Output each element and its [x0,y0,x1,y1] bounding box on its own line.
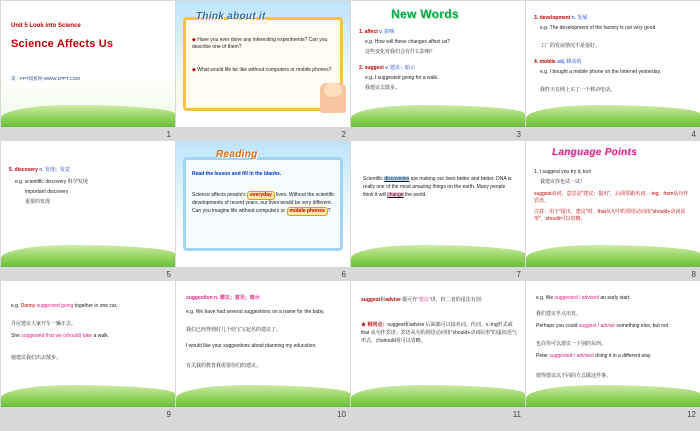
slide3-heading: New Words [391,7,459,21]
slide8-line-4: 注意：用于"提出，建议"时，that从句中的谓语动词用"should+动词原形"，should可以省略。 [534,209,686,222]
slide10-line-5: 有关我的教育我需要你们的建议。 [186,363,262,369]
slide-number-9: 9 [166,410,171,419]
slide-number-7: 7 [516,270,521,279]
slide2-question-1: ◆ Have you ever done any interesting experiments? Can you describe one of them? [192,37,328,50]
slide12-line-1: e.g. We suggested / advised an early start. [536,295,631,301]
slide-cell-11[interactable] [351,281,525,420]
slide4-entry-4-example: e.g. I bought a mobile phone on the Internet yesterday. [540,69,662,75]
slide-cell-2[interactable] [176,1,350,140]
slide-4[interactable] [526,1,700,127]
slide6-instruction: Read the lesson and fill in the blanks. [192,171,282,177]
slide4-entry-3: 3. development n. 发展 [534,15,588,21]
slide12-line-5: Peter suggested / advised doing it in a different way. [536,353,652,359]
slide-cell-1[interactable] [1,1,175,140]
slide12-line-2: 我们建议早点出发。 [536,311,582,317]
slide11-line-1: suggest和advise 都可作"建议"讲，但二者的用法有别： [361,297,486,303]
slide3-entry-1-example: e.g. How will these changes affect us? [365,39,450,45]
slide10-line-1: suggestion n. 建议；意见；暗示 [186,295,260,301]
slide5-translation: 重要的发现 [25,199,51,205]
slide-3[interactable] [351,1,525,127]
slide2-question-2: ◆ What would life be like without computers or mobile phones? [192,67,332,73]
slide-number-6: 6 [341,270,346,279]
slide-number-1: 1 [166,130,171,139]
slide-cell-8[interactable] [526,141,700,280]
slide-number-2: 2 [341,130,346,139]
slide3-entry-2-example: e.g. I suggested going for a walk. [365,75,439,81]
slide8-heading: Language Points [552,147,638,158]
slide-cell-3[interactable] [351,1,525,140]
slide12-line-3: Perhaps you could suggest / advise something else, but not [536,323,669,329]
slide4-entry-4-translation: 我昨天在网上买了一个移动电话。 [540,87,616,93]
slide10-line-2: e.g. We have had several suggestions on a name for the baby. [186,309,325,315]
slide3-entry-2: 2. suggest v. 建议；暗示 [359,65,416,71]
slide-cell-12[interactable] [526,281,700,420]
slide8-line-1: 1. I suggest you try it, too! [534,169,592,175]
slide3-entry-2-translation: 我建议去散步。 [365,85,401,91]
slide9-line-1: e.g. Danny suggested going together in one car. [11,303,118,309]
slide-2[interactable] [176,1,350,127]
slide6-paragraph: Science affects people's everyday lives. Without the scientific developments of recent years, our lives would be very different. Can you imagine life without computers or mobile phones ? [192,192,335,214]
slide6-heading: Reading [216,149,258,160]
slide5-example-1: e.g. scientific discovery 科学发现 [15,179,88,185]
slide-number-3: 3 [516,130,521,139]
slide-cell-5[interactable] [1,141,175,280]
slide-number-5: 5 [166,270,171,279]
slide-number-8: 8 [691,270,696,279]
slide-10[interactable] [176,281,350,407]
slide9-line-3: She suggested that we (should) take a walk. [11,333,110,339]
slide-cell-4[interactable] [526,1,700,140]
slide8-line-2: 我建议你也试一试！ [540,179,586,185]
slide11-line-2: ★ 相同点：suggest和advise 后面都可以接名词、代词、v.-ing形式或that 从句作宾语；宾语从句的谓语动词用"should+动词原形"的虚拟语气形式，而should常可以省略。 [361,322,517,344]
slide9-line-4: 她建议我们出去散步。 [11,355,62,361]
slide-cell-9[interactable] [1,281,175,420]
slide12-line-6: 彼得建议以不同的方式做这件事。 [536,373,612,379]
slide10-line-4: I would like your suggestions about planning my education. [186,343,317,349]
slide-number-11: 11 [512,410,521,419]
slide-9[interactable] [1,281,175,407]
slide4-entry-3-translation: 工厂的发展情况不是很好。 [540,43,601,49]
slide-1[interactable] [1,1,175,127]
slide1-source: 第一PPT模板网-WWW.1PPT.COM [11,76,80,81]
slide10-line-3: 我们已经得到好几个给宝宝起名的建议了。 [186,327,282,333]
slide-5[interactable] [1,141,175,267]
slide-cell-6[interactable] [176,141,350,280]
slide3-entry-1-translation: 这些变化对我们会有什么影响？ [365,49,436,55]
slide7-paragraph: Scientific discoveries are making our lives better and better. DNA is really one of the most amazing things on the earth. Many people think it will change the world. [363,176,512,198]
slide8-line-3: suggest动词，意思是"建议；提出"，后面常跟名词、-ing、from从句作宾语。 [534,191,689,204]
slide1-unit-line: Unit 5 Look into Science [11,23,81,29]
slide5-entry-5: 5. discovery n. 发现；发觉 [9,167,70,173]
slide9-line-2: 丹尼建议大家开车一辆车去。 [11,321,77,327]
slide-number-12: 12 [687,410,696,419]
slide-11[interactable] [351,281,525,407]
slide-6[interactable] [176,141,350,267]
slide-cell-7[interactable] [351,141,525,280]
slide-12[interactable] [526,281,700,407]
slide2-heading: Think about it [196,11,266,22]
slide-cell-10[interactable] [176,281,350,420]
slide4-entry-4: 4. mobile adj. 移动的 [534,59,582,65]
slide-7[interactable] [351,141,525,267]
slide-number-10: 10 [337,410,346,419]
slide3-entry-1: 1. affect v. 影响 [359,29,395,35]
slide-8[interactable] [526,141,700,267]
slide1-main-title: Science Affects Us [11,38,114,50]
slide5-example-2: important discovery [25,189,69,195]
slide-number-4: 4 [691,130,696,139]
slide12-line-4: 也许你可以建议一下别的东西。 [536,341,607,347]
slide4-entry-3-example: e.g. The development of the factory is not very good. [540,25,657,31]
